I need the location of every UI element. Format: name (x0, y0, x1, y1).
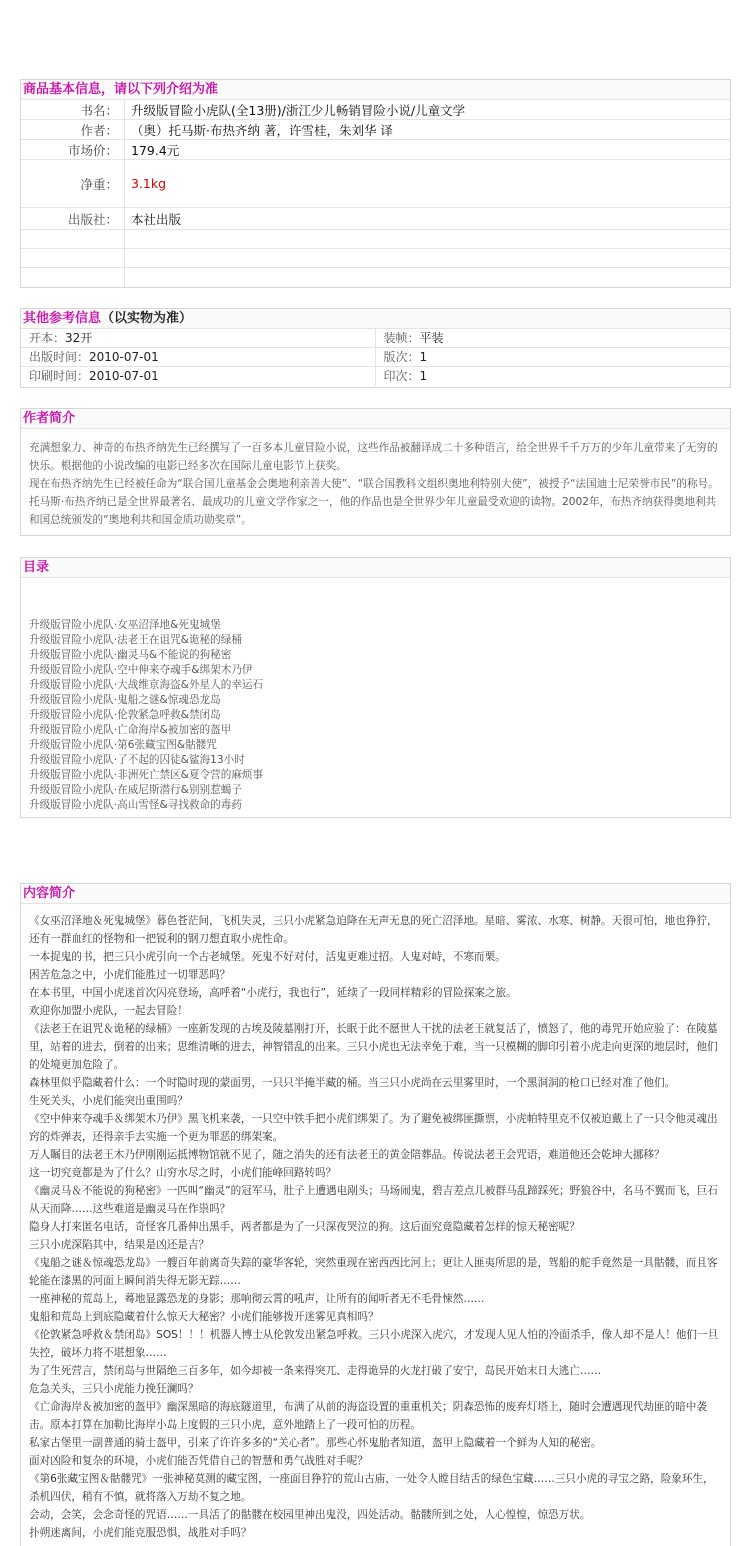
info-label: 作者： (21, 120, 125, 139)
format-value: 32开 (65, 331, 93, 345)
intro-paragraph: 鬼船和荒岛上到底隐藏着什么惊天大秘密？小虎们能够拨开迷雾见真相吗？ (29, 1311, 379, 1323)
intro-paragraph: 三只小虎深陷其中，结果是凶还是吉？ (29, 1239, 210, 1251)
toc-item: 升级版冒险小虎队·非洲死亡禁区&夏令营的麻烦事 (29, 769, 264, 781)
toc-item: 升级版冒险小虎队·空中伸来夺魂手&绑架木乃伊 (29, 664, 253, 676)
toc-item: 升级版冒险小虎队·法老王在诅咒&诡秘的绿桶 (29, 634, 242, 646)
info-label (21, 230, 125, 248)
other-info-cell (21, 348, 376, 366)
intro-paragraph: 这一切究竟都是为了什么？山穷水尽之时，小虎们能峰回路转吗？ (29, 1167, 337, 1179)
intro-paragraph: 《鬼船之谜＆惊魂恐龙岛》一艘百年前离奇失踪的豪华客轮，突然重现在密西西比河上；更让人匪夷所思的是，驾船的舵手竟然是一具骷髅，而且客轮能在漆黑的河面上瞬间消失得无影无踪…… (29, 1257, 718, 1287)
other-info-cell (376, 348, 731, 366)
intro-paragraph: 为了生死营言，禁闭岛与世隔绝三百多年，如今却被一条来得突兀、走得诡异的火龙打破了安宁，岛民开始末日大逃亡…… (29, 1365, 602, 1377)
author-paragraph: 充满想象力、神奇的布热齐纳先生已经撰写了一百多本儿童冒险小说，这些作品被翻译成二十多种语言，给全世界千千万万的少年儿童带来了无穷的快乐。根据他的小说改编的电影已经多次在国际儿童电影节上获奖。 现在布热齐纳先生已经被任命为“联合国儿童基金会奥地利亲善大使”、“联合国教科文组织奥地利特别大使”，被授予“法国迪士尼荣誉市民”的称号。 托马斯·布热齐纳已是全世界最著名、最成功的儿童文学作家之一，他的作品也是全世界少年儿童最受欢迎的读物。2002年，布热齐纳获得奥地利共和国总统颁发的“奥地利共和国金质功勋奖章”。 (29, 442, 719, 526)
intro-paragraph: 《亡命海岸＆被加密的盔甲》幽深黑暗的海底隧道里，布满了从前的海盗设置的重重机关；阴森恐怖的废弃灯塔上，随时会遭遇现代劫匪的暗中袭击。原本打算在加勒比海岸小岛上度假的三只小虎，意外地踏上了一段可怕的历程。 (29, 1401, 707, 1431)
other-info-label: 印刷时间： (29, 369, 90, 383)
author-value: （奥）托马斯·布热齐纳 著，许雪桂，朱刘华 译 (131, 122, 393, 138)
toc-item: 升级版冒险小虎队·在威尼斯潜行&别别惹蝎子 (29, 784, 242, 796)
other-info-cell (21, 329, 376, 347)
toc-list (21, 578, 730, 813)
intro-title (21, 884, 730, 904)
edition-value: 1 (419, 350, 428, 364)
info-row-empty (21, 268, 730, 287)
toc-item: 升级版冒险小虎队·了不起的囚徒&鲨海13小时 (29, 754, 245, 766)
other-info-label: 出版时间： (29, 350, 90, 364)
toc-item: 升级版冒险小虎队·幽灵马&不能说的狗秘密 (29, 649, 232, 661)
basic-info-title (21, 80, 730, 100)
info-row-author (21, 120, 730, 140)
toc-title (21, 558, 730, 578)
other-info-title-text: 其他参考信息 (23, 311, 102, 326)
intro-title-text: 内容简介 (23, 886, 76, 901)
intro-paragraph: 《第6张藏宝图＆骷髅咒》一张神秘莫测的藏宝图，一座面目狰狞的荒山古庙，一处令人瞠目结舌的绿色宝藏……三只小虎的寻宝之路，险象环生，杀机四伏，稍有不慎，就将落入万劫不复之地。 (29, 1473, 714, 1503)
info-row-title (21, 100, 730, 120)
info-row-empty (21, 249, 730, 268)
info-row-publisher (21, 208, 730, 230)
toc-item: 升级版冒险小虎队·第6张藏宝图&骷髅咒 (29, 739, 217, 751)
info-row-weight (21, 160, 730, 208)
weight-value: 3.1kg (131, 176, 167, 191)
intro-paragraph: 私家古堡里一副普通的骑士盔甲，引来了许许多多的“关心者”。那些心怀鬼胎者知道，盔甲上隐藏着一个鲜为人知的秘密。 (29, 1437, 602, 1449)
other-info-label: 印次： (383, 369, 420, 383)
intro-paragraph: 面对凶险和复杂的环境，小虎们能否凭借自己的智慧和勇气战胜对手呢？ (29, 1455, 368, 1467)
basic-info-title-text: 商品基本信息，请以下列介绍为准 (23, 82, 219, 97)
intro-paragraph: 欢迎你加盟小虎队，一起去冒险！ (29, 1005, 188, 1017)
author-title-text: 作者简介 (23, 411, 76, 426)
toc-item: 升级版冒险小虎队·伦敦紧急呼救&禁闭岛 (29, 709, 221, 721)
info-label: 书名： (21, 100, 125, 119)
book-title-value: 升级版冒险小虎队(全13册)/浙江少儿畅销冒险小说/儿童文学 (131, 102, 466, 118)
intro-paragraph: 隐身人打来匿名电话，奇怪客几番伸出黑手，两者都是为了一只深夜哭泣的狗。这后面究竟隐藏着怎样的惊天秘密呢？ (29, 1221, 580, 1233)
info-row-price (21, 140, 730, 160)
other-info-label: 开本： (29, 331, 66, 345)
other-info-label: 版次： (383, 350, 420, 364)
intro-text (21, 904, 730, 1542)
author-text (21, 429, 730, 529)
intro-paragraph: 一座神秘的荒岛上，蓦地显露恐龙的身影；那响彻云霄的吼声，让所有的闻听者无不毛骨悚然…… (29, 1293, 485, 1305)
info-label (21, 268, 125, 287)
toc-item: 升级版冒险小虎队·高山雪怪&寻找救命的毒药 (29, 799, 242, 811)
author-title (21, 409, 730, 429)
info-value (125, 249, 730, 267)
other-info-title-note: （以实物为准） (101, 311, 193, 326)
intro-paragraph: 在本书里，中国小虎迷首次闪亮登场，高呼着“小虎行，我也行”，延续了一段同样精彩的冒险探案之旅。 (29, 987, 517, 999)
intro-paragraph: 会动，会笑，会念奇怪的咒语……一具活了的骷髅在校园里神出鬼没，四处活动。骷髅所到之处，人心惶惶，惊恐万状。 (29, 1509, 591, 1521)
intro-paragraph: 《法老王在诅咒＆诡秘的绿桶》一座新发现的古埃及陵墓刚打开，长眠于此不愿世人干扰的法老王就复活了，愤怒了，他的毒咒开始应验了：在陵墓里，站着的进去，倒着的出来；思维清晰的进去，神智错乱的出来。三只小虎也无法幸免于难，当一只模糊的脚印引着小虎走向更深的地层时，他们的处境更加危险了。 (29, 1023, 718, 1071)
toc-item: 升级版冒险小虎队·亡命海岸&被加密的盔甲 (29, 724, 232, 736)
intro-paragraph: 扑朔迷离间，小虎们能克服恐惧，战胜对手吗？ (29, 1527, 252, 1539)
intro-paragraph: 森林里似乎隐藏着什么：一个时隐时现的蒙面男，一只只半掩半藏的桶。当三只小虎尚在云里雾里时，一个黑洞洞的枪口已经对准了他们。 (29, 1077, 676, 1089)
toc-item: 升级版冒险小虎队·女巫沼泽地&死鬼城堡 (29, 619, 221, 631)
intro-paragraph: 困苦危急之中，小虎们能胜过一切罪恶吗？ (29, 969, 231, 981)
other-info-panel (20, 308, 731, 388)
print-run-value: 1 (419, 369, 428, 383)
info-label: 出版社： (21, 208, 125, 229)
info-label: 净重： (21, 160, 125, 207)
intro-paragraph: 生死关头，小虎们能突出重围吗？ (29, 1095, 188, 1107)
other-info-row (21, 329, 730, 348)
toc-title-text: 目录 (23, 560, 50, 575)
price-value: 179.4元 (131, 142, 180, 158)
publish-date-value: 2010-07-01 (89, 350, 159, 364)
other-info-label: 装帧： (383, 331, 420, 345)
print-date-value: 2010-07-01 (89, 369, 159, 383)
author-panel (20, 408, 731, 536)
intro-paragraph: 《伦敦紧急呼救＆禁闭岛》SOS！！！机器人博士从伦敦发出紧急呼救。三只小虎深入虎穴，才发现人见人怕的冷面杀手，像人却不是人！他们一旦失控，破坏力将不堪想象…… (29, 1329, 719, 1359)
other-info-row (21, 348, 730, 367)
info-label (21, 249, 125, 267)
intro-paragraph: 《空中伸来夺魂手＆绑架木乃伊》黑飞机来袭，一只空中铁手把小虎们绑架了。为了避免被绑匪撕票，小虎帕特里克不仅被迫戴上了一只令他灵魂出窍的炸弹表，还得亲手去实施一个更为罪恶的绑架案。 (29, 1113, 718, 1143)
toc-panel (20, 557, 731, 818)
intro-paragraph: 万人瞩目的法老王木乃伊刚刚运抵博物馆就不见了，随之消失的还有法老王的黄金陪葬品。传说法老王会咒语，难道他还会乾坤大挪移？ (29, 1149, 665, 1161)
info-label: 市场价： (21, 140, 125, 159)
intro-panel (20, 883, 731, 1546)
intro-paragraph: 《幽灵马＆不能说的狗秘密》一匹叫“幽灵”的冠军马，肚子上遭遇电剐头；马场闹鬼，碧吉差点儿被群马乱蹄踩死；野狼谷中，名马不翼而飞，巨石从天而降……这些难道是幽灵马在作祟吗？ (29, 1185, 718, 1215)
intro-paragraph: 《女巫沼泽地＆死鬼城堡》暮色苍茫间，飞机失灵，三只小虎紧急迫降在无声无息的死亡沼泽地。星暗、雾浓、水寒、树静。天很可怕，地也狰狞，还有一群血红的怪物和一把锐利的钢刀想直取小虎性命。 (29, 915, 718, 945)
other-info-cell (376, 367, 731, 386)
intro-paragraph: 一本捉鬼的书，把三只小虎引向一个古老城堡。死鬼不好对付，活鬼更难过招。人鬼对峙，不寒而栗。 (29, 951, 506, 963)
toc-item: 升级版冒险小虎队·大战维京海盗&外星人的幸运石 (29, 679, 264, 691)
other-info-row (21, 367, 730, 386)
info-value (125, 268, 730, 287)
binding-value: 平装 (419, 331, 444, 345)
other-info-cell (21, 367, 376, 386)
intro-paragraph: 危急关头，三只小虎能力挽狂澜吗？ (29, 1383, 199, 1395)
basic-info-panel (20, 79, 731, 288)
info-value (125, 230, 730, 248)
info-row-empty (21, 230, 730, 249)
toc-item: 升级版冒险小虎队·鬼船之谜&惊魂恐龙岛 (29, 694, 221, 706)
other-info-title (21, 309, 730, 329)
publisher-value: 本社出版 (131, 211, 182, 227)
other-info-cell (376, 329, 731, 347)
